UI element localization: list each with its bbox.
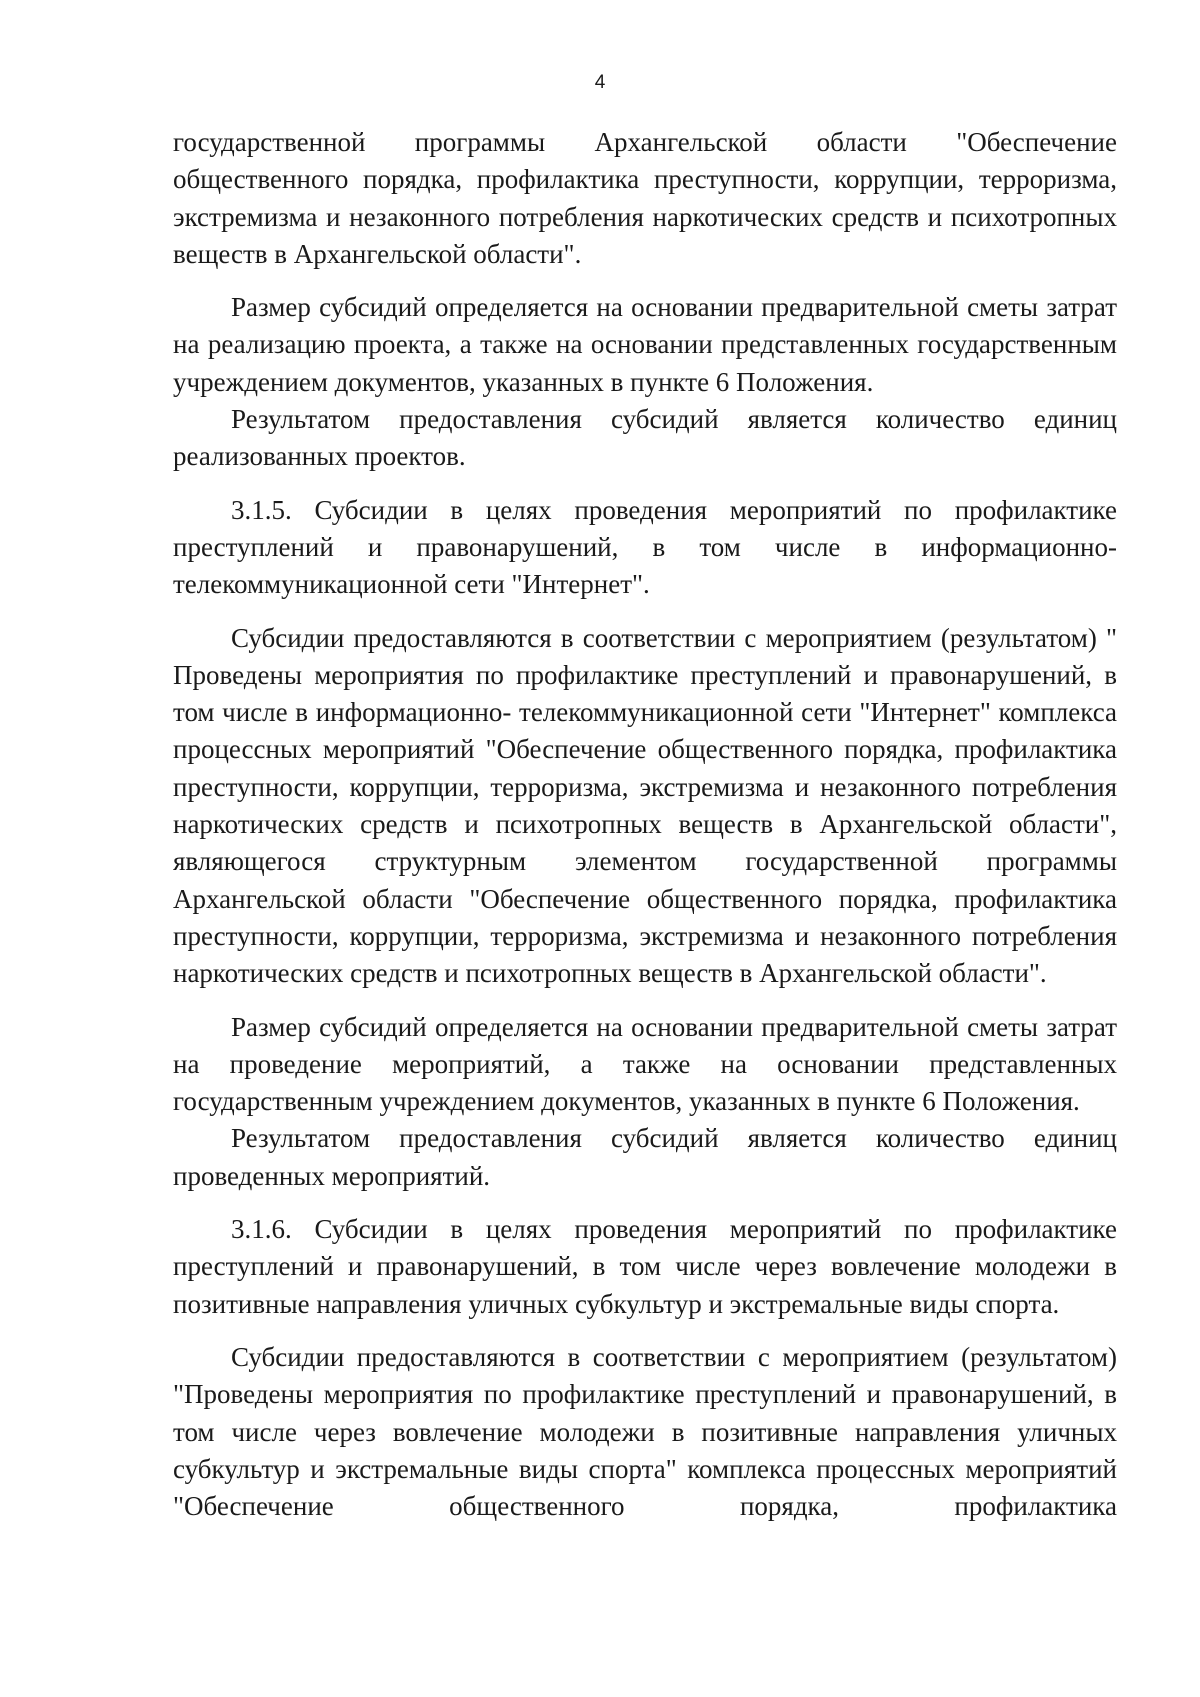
paragraph-subsidy-size-projects: Размер субсидий определяется на основании предварительной сметы затрат на реализацию проекта, а также на основании представленных государственным учреждением документов, указанных в пункте 6 Положения. [173,292,1117,397]
paragraph-subsidy-provision-youth: Субсидии предоставляются в соответствии с мероприятием (результатом) "Проведены мероприятия по профилактике преступлений и правонарушений, в том числе через вовлечение молодежи в позитивные направления уличных субкультур и экстремальные виды спорта" комплекса процессных мероприятий "Обеспечение общественного порядка, профилактика [173,1341,1117,1522]
paragraph-result-projects: Результатом предоставления субсидий является количество единиц реализованных проектов. [173,404,1117,472]
section-heading-3-1-6: 3.1.6. Субсидии в целях проведения мероприятий по профилактике преступлений и правонарушений, в том числе через вовлечение молодежи в позитивные направления уличных субкультур и экстремальные виды спорта. [173,1214,1117,1319]
paragraph-subsidy-provision-internet: Субсидии предоставляются в соответствии с мероприятием (результатом) " Проведены мероприятия по профилактике преступлений и правонарушений, в том числе в информационно- телекоммуникационной сети "Интернет" комплекса процессных мероприятий "Обеспечение общественного порядка, профилактика преступности, коррупции, терроризма, экстремизма и незаконного потребления наркотических средств и психотропных веществ в Архангельской области", являющегося структурным элементом государственной программы Архангельской области "Обеспечение общественного порядка, профилактика преступности, коррупции, терроризма, экстремизма и незаконного потребления наркотических средств и психотропных веществ в Архангельской области". [173,622,1117,989]
paragraph-subsidy-size-events: Размер субсидий определяется на основании предварительной сметы затрат на проведение мероприятий, а также на основании представленных государственным учреждением документов, указанных в пункте 6 Положения. [173,1011,1117,1117]
paragraph-result-events: Результатом предоставления субсидий является количество единиц проведенных мероприятий. [173,1123,1117,1191]
section-heading-3-1-5: 3.1.5. Субсидии в целях проведения мероприятий по профилактике преступлений и правонарушений, в том числе в информационно-телекоммуникационной сети "Интернет". [173,494,1117,600]
document-body [173,124,1117,1525]
paragraph-program-continuation: государственной программы Архангельской области "Обеспечение общественного порядка, профилактика преступности, коррупции, терроризма, экстремизма и незаконного потребления наркотических средств и психотропных веществ в Архангельской области". [173,127,1117,269]
page-number: 4 [594,72,606,93]
